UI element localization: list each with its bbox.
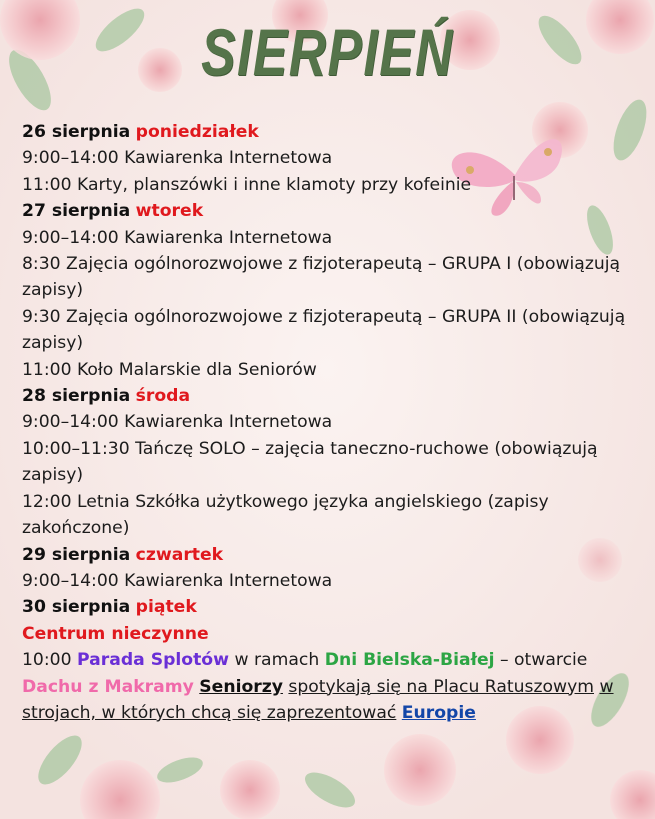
day-date: 30 sierpnia bbox=[22, 597, 131, 618]
event-item: 9:00–14:00 Kawiarenka Internetowa bbox=[22, 412, 333, 433]
day-heading bbox=[22, 383, 647, 409]
seniors-label: Seniorzy bbox=[199, 676, 283, 697]
day-date: 27 sierpnia bbox=[22, 201, 131, 222]
event-item: 8:30 Zajęcia ogólnorozwojowe z fizjoterapeutą – GRUPA I (obowiązują zapisy) bbox=[22, 254, 621, 301]
event-item: 12:00 Letnia Szkółka użytkowego języka angielskiego (zapisy zakończone) bbox=[22, 491, 549, 539]
europe-label: Europie bbox=[401, 702, 476, 723]
meeting-place: spotykają się na Placu Ratuszowym bbox=[288, 676, 594, 697]
schedule bbox=[22, 119, 647, 726]
day-weekday: wtorek bbox=[135, 201, 204, 222]
event-item: 11:00 Karty, planszówki i inne klamoty przy kofeinie bbox=[22, 174, 472, 195]
parade-event bbox=[22, 647, 647, 726]
parade-in-frame: w ramach bbox=[234, 650, 320, 671]
closed-notice: Centrum nieczynne bbox=[22, 623, 209, 644]
day-heading bbox=[22, 542, 647, 568]
costumes-text: w strojach, w których chcą się zaprezentować bbox=[22, 676, 614, 723]
day-date: 29 sierpnia bbox=[22, 544, 131, 565]
event-item: 9:00–14:00 Kawiarenka Internetowa bbox=[22, 227, 333, 248]
day-date: 28 sierpnia bbox=[22, 386, 131, 407]
day-weekday: piątek bbox=[135, 597, 197, 618]
parade-opening: – otwarcie bbox=[499, 650, 588, 671]
parade-time: 10:00 bbox=[22, 650, 72, 671]
day-weekday: środa bbox=[135, 386, 191, 407]
day-heading bbox=[22, 198, 647, 224]
event-item: 11:00 Koło Malarskie dla Seniorów bbox=[22, 359, 317, 380]
event-item: 9:00–14:00 Kawiarenka Internetowa bbox=[22, 148, 333, 169]
day-heading bbox=[22, 594, 647, 620]
day-weekday: czwartek bbox=[135, 544, 224, 565]
parade-name: Parada Splotów bbox=[77, 650, 229, 671]
city-days-name: Dni Bielska-Białej bbox=[324, 650, 495, 671]
day-weekday: poniedziałek bbox=[135, 122, 259, 142]
event-item: 10:00–11:30 Tańczę SOLO – zajęcia taneczno-ruchowe (obowiązują zapisy) bbox=[22, 438, 598, 486]
page-title: SIERPIEŃ bbox=[201, 15, 454, 89]
day-date: 26 sierpnia bbox=[22, 122, 131, 142]
day-heading bbox=[22, 119, 647, 145]
event-item: 9:00–14:00 Kawiarenka Internetowa bbox=[22, 570, 333, 591]
macrame-roof-name: Dachu z Makramy bbox=[22, 676, 194, 697]
event-item: 9:30 Zajęcia ogólnorozwojowe z fizjoterapeutą – GRUPA II (obowiązują zapisy) bbox=[22, 306, 626, 354]
